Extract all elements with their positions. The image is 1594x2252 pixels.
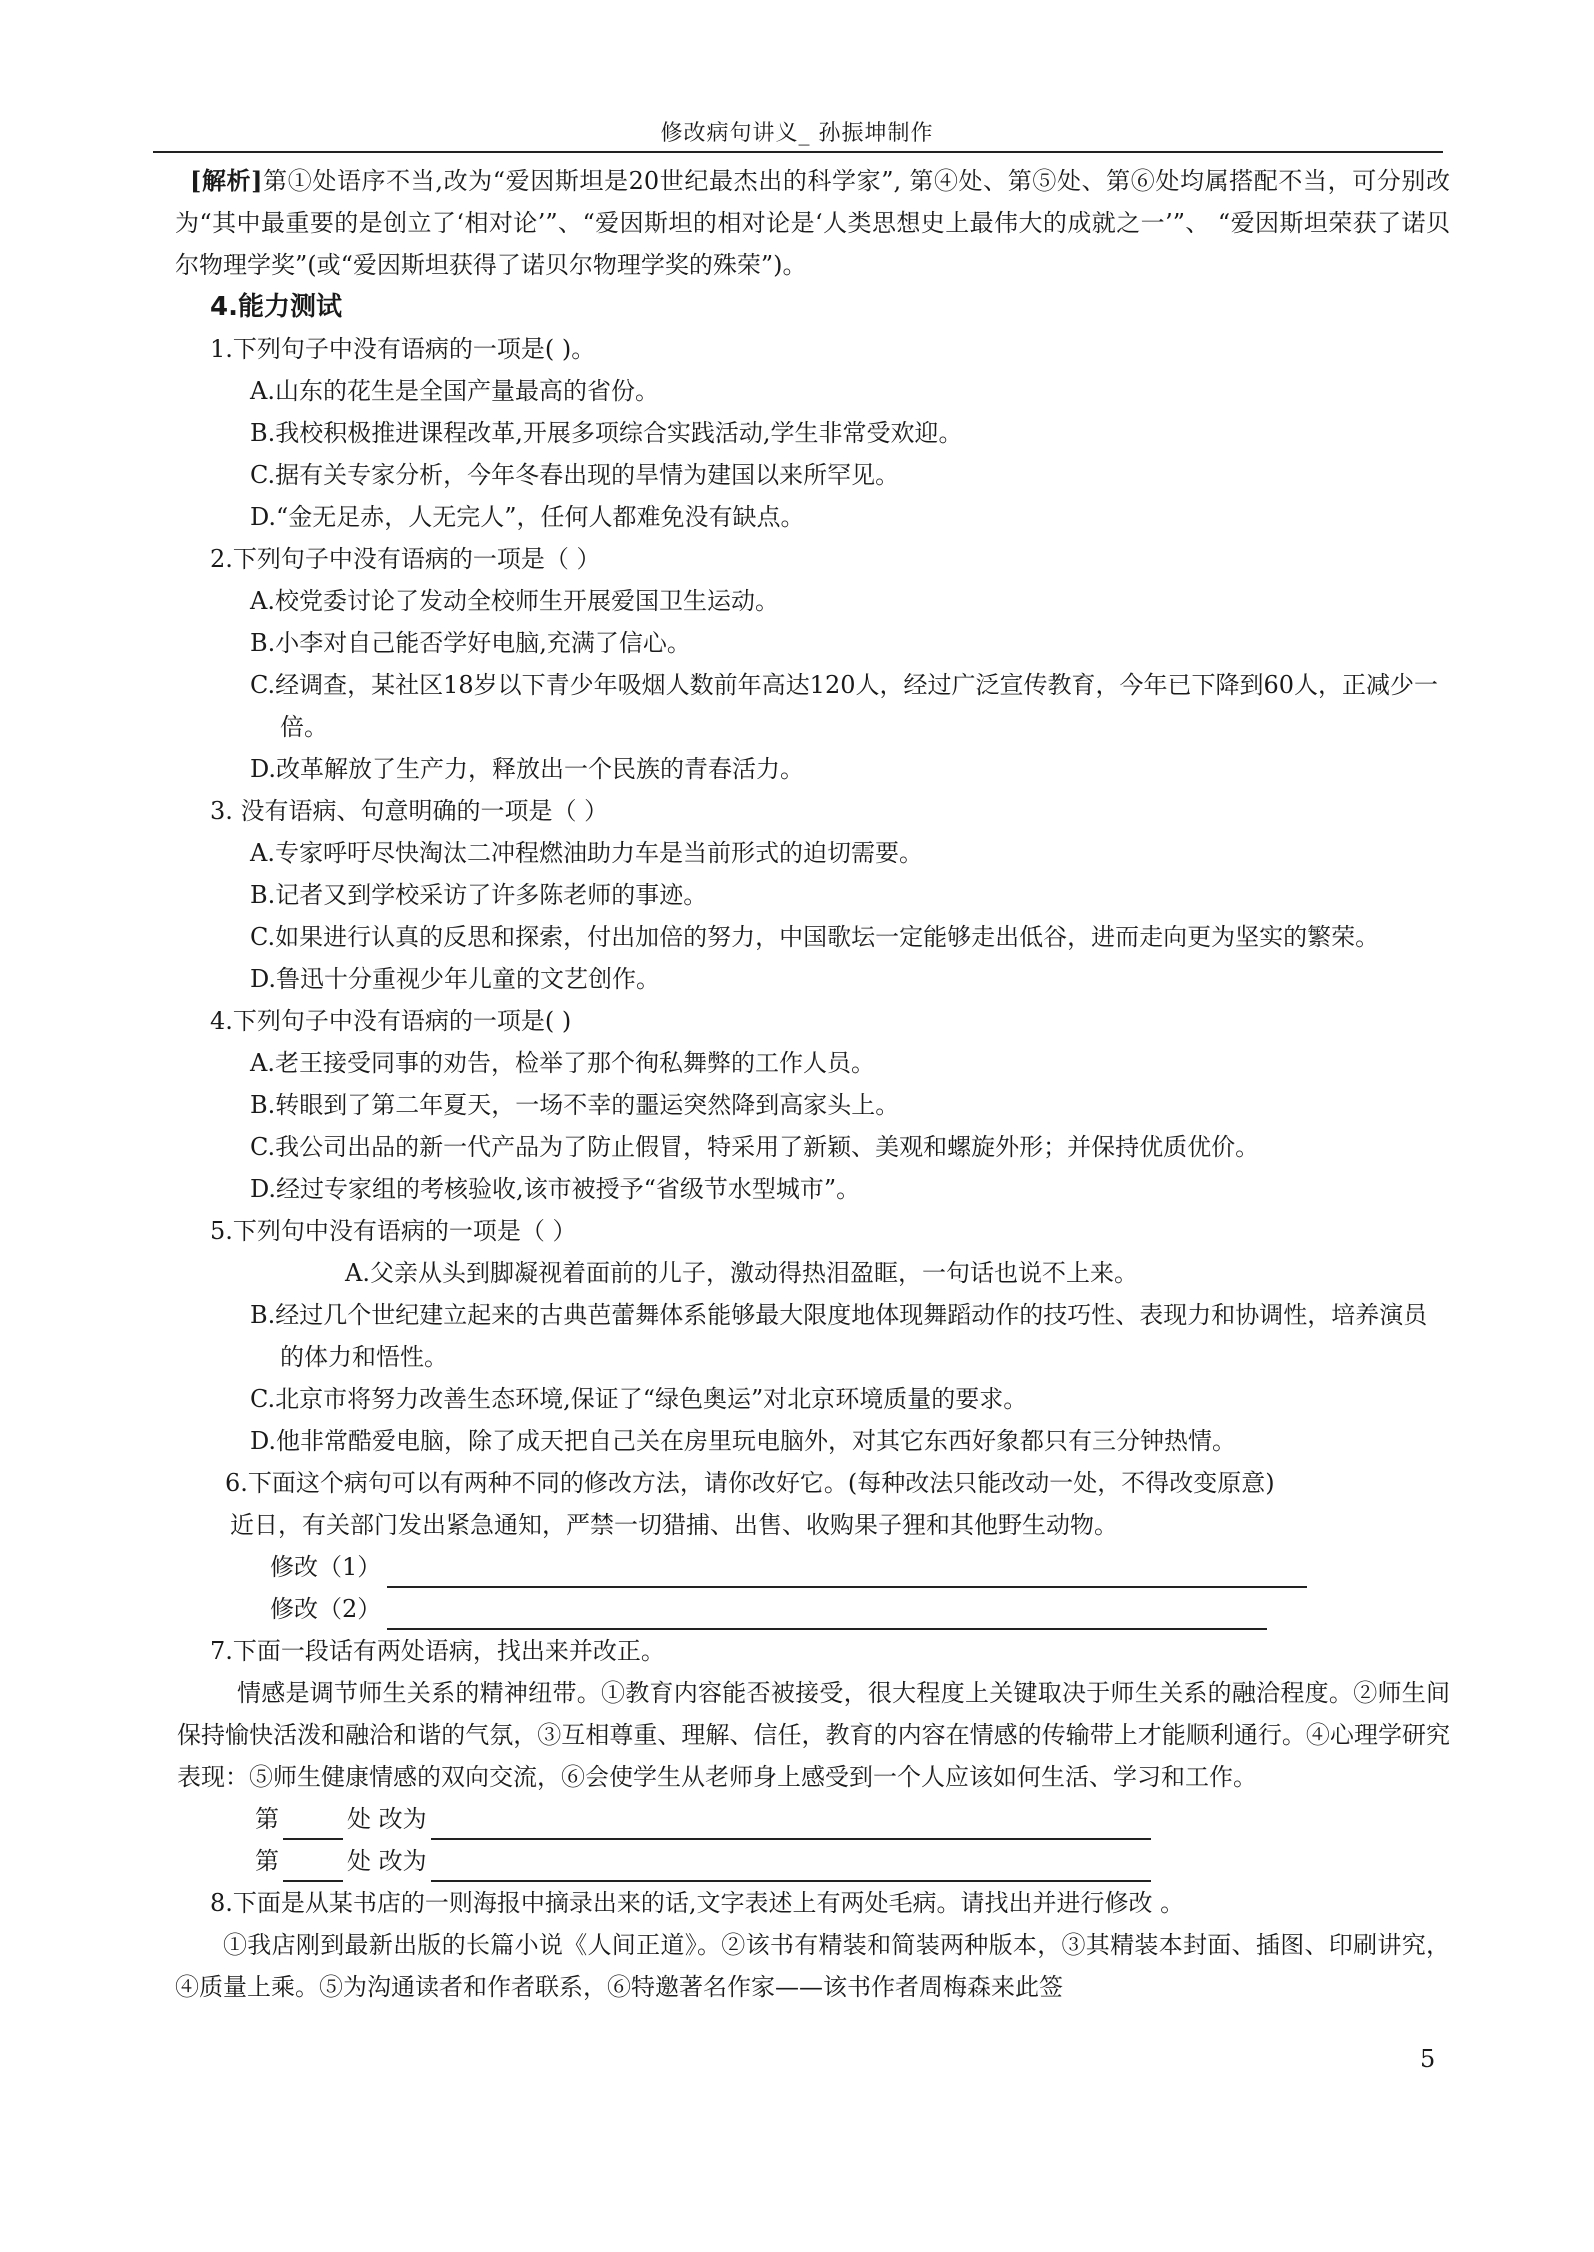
question-1-option-d: D.“金无足赤，人无完人”，任何人都难免没有缺点。 bbox=[250, 503, 805, 531]
question-6-fix-1 bbox=[270, 1546, 1450, 1588]
question-2-option-b: B.小李对自己能否学好电脑,充满了信心。 bbox=[250, 629, 691, 657]
question-5-option-c: C.北京市将努力改善生态环境,保证了“绿色奥运”对北京环境质量的要求。 bbox=[250, 1385, 1028, 1413]
page-content bbox=[175, 160, 1450, 2008]
question-5-stem: 5.下列句中没有语病的一项是（ ） bbox=[210, 1217, 577, 1245]
question-7-answer-2-prefix: 第 bbox=[255, 1847, 279, 1875]
question-3-option-c: C.如果进行认真的反思和探索，付出加倍的努力，中国歌坛一定能够走出低谷，进而走向更为坚实的繁荣。 bbox=[250, 923, 1380, 951]
question-4-option-b: B.转眼到了第二年夏天，一场不幸的噩运突然降到高家头上。 bbox=[250, 1091, 900, 1119]
header-rule bbox=[153, 151, 1443, 153]
page-number: 5 bbox=[1420, 2045, 1436, 2073]
question-5-option-b: B.经过几个世纪建立起来的古典芭蕾舞体系能够最大限度地体现舞蹈动作的技巧性、表现力和协调性，培养演员的体力和悟性。 bbox=[250, 1301, 1428, 1371]
question-7-answer-2 bbox=[255, 1840, 1450, 1882]
analysis-paragraph bbox=[175, 160, 1450, 286]
page-header: 修改病句讲义_ 孙振坤制作 bbox=[660, 121, 934, 146]
question-4-stem: 4.下列句子中没有语病的一项是( ) bbox=[210, 1007, 572, 1035]
question-5-option-a: A.父亲从头到脚凝视着面前的儿子，激动得热泪盈眶，一句话也说不上来。 bbox=[345, 1259, 1138, 1287]
question-7-answer-1 bbox=[255, 1798, 1450, 1840]
question-2-option-d: D.改革解放了生产力，释放出一个民族的青春活力。 bbox=[250, 755, 805, 783]
question-2-option-c: C.经调查，某社区18岁以下青少年吸烟人数前年高达120人，经过广泛宣传教育，今年已下降到60人，正减少一倍。 bbox=[250, 671, 1439, 741]
question-4-option-d: D.经过专家组的考核验收,该市被授予“省级节水型城市”。 bbox=[250, 1175, 861, 1203]
question-2-option-a: A.校党委讨论了发动全校师生开展爱国卫生运动。 bbox=[250, 587, 779, 615]
question-3-option-a: A.专家呼吁尽快淘汰二冲程燃油助力车是当前形式的迫切需要。 bbox=[250, 839, 923, 867]
analysis-text: 第①处语序不当,改为“爱因斯坦是20世纪最杰出的科学家”, 第④处、第⑤处、第⑥处均属搭配不当，可分别改为“其中最重要的是创立了‘相对论’”、“爱因斯坦的相对论是‘人类思想史上最伟大的成就之一’”、 “爱因斯坦荣获了诺贝尔物理学奖”(或“爱因斯坦获得了诺贝尔物理学奖的殊荣”)。 bbox=[175, 167, 1450, 279]
question-3-option-d: D.鲁迅十分重视少年儿童的文艺创作。 bbox=[250, 965, 661, 993]
question-6-fix-1-answer-line[interactable] bbox=[387, 1556, 1307, 1588]
question-6-fix-1-label: 修改（1） bbox=[270, 1553, 382, 1581]
question-7-answer-1-mid: 处 改为 bbox=[347, 1805, 427, 1833]
question-8-stem: 8.下面是从某书店的一则海报中摘录出来的话,文字表述上有两处毛病。请找出并进行修改 。 bbox=[210, 1889, 1185, 1917]
question-1-option-b: B.我校积极推进课程改革,开展多项综合实践活动,学生非常受欢迎。 bbox=[250, 419, 963, 447]
question-7-answer-1-position-line[interactable] bbox=[283, 1808, 343, 1840]
question-7-stem: 7.下面一段话有两处语病，找出来并改正。 bbox=[210, 1637, 665, 1665]
question-1-option-a: A.山东的花生是全国产量最高的省份。 bbox=[250, 377, 659, 405]
question-8-passage: ①我店刚到最新出版的长篇小说《人间正道》。②该书有精装和简装两种版本，③其精装本封面、插图、印刷讲究，④质量上乘。⑤为沟通读者和作者联系，⑥特邀著名作家——该书作者周梅森来此签 bbox=[175, 1931, 1450, 2001]
question-6-fix-2-label: 修改（2） bbox=[270, 1595, 382, 1623]
question-4-option-c: C.我公司出品的新一代产品为了防止假冒，特采用了新颖、美观和螺旋外形；并保持优质优价。 bbox=[250, 1133, 1260, 1161]
question-4-option-a: A.老王接受同事的劝告，检举了那个徇私舞弊的工作人员。 bbox=[250, 1049, 875, 1077]
question-7-answer-2-correction-line[interactable] bbox=[431, 1850, 1151, 1882]
question-1-option-c: C.据有关专家分析，今年冬春出现的旱情为建国以来所罕见。 bbox=[250, 461, 900, 489]
analysis-label: [解析] bbox=[190, 166, 263, 195]
question-6-fix-2-answer-line[interactable] bbox=[387, 1598, 1267, 1630]
question-7-answer-2-mid: 处 改为 bbox=[347, 1847, 427, 1875]
question-2-stem: 2.下列句子中没有语病的一项是（ ） bbox=[210, 545, 601, 573]
section-heading: 4.能力测试 bbox=[210, 292, 342, 322]
question-5-option-d: D.他非常酷爱电脑，除了成天把自己关在房里玩电脑外，对其它东西好象都只有三分钟热情。 bbox=[250, 1427, 1237, 1455]
question-3-stem: 3. 没有语病、句意明确的一项是（ ） bbox=[210, 797, 609, 825]
question-6-sentence: 近日，有关部门发出紧急通知，严禁一切猎捕、出售、收购果子狸和其他野生动物。 bbox=[230, 1511, 1118, 1539]
question-7-answer-1-correction-line[interactable] bbox=[431, 1808, 1151, 1840]
question-7-answer-2-position-line[interactable] bbox=[283, 1850, 343, 1882]
question-6-stem: 6.下面这个病句可以有两种不同的修改方法，请你改好它。(每种改法只能改动一处，不得改变原意) bbox=[225, 1469, 1275, 1497]
question-1-stem: 1.下列句子中没有语病的一项是( )。 bbox=[210, 335, 596, 363]
question-7-passage: 情感是调节师生关系的精神纽带。①教育内容能否被接受，很大程度上关键取决于师生关系的融洽程度。②师生间保持愉快活泼和融洽和谐的气氛，③互相尊重、理解、信任，教育的内容在情感的传输带上才能顺利通行。④心理学研究表现：⑤师生健康情感的双向交流，⑥会使学生从老师身上感受到一个人应该如何生活、学习和工作。 bbox=[177, 1679, 1450, 1791]
question-7-answer-1-prefix: 第 bbox=[255, 1805, 279, 1833]
question-6-fix-2 bbox=[270, 1588, 1450, 1630]
question-3-option-b: B.记者又到学校采访了许多陈老师的事迹。 bbox=[250, 881, 708, 909]
